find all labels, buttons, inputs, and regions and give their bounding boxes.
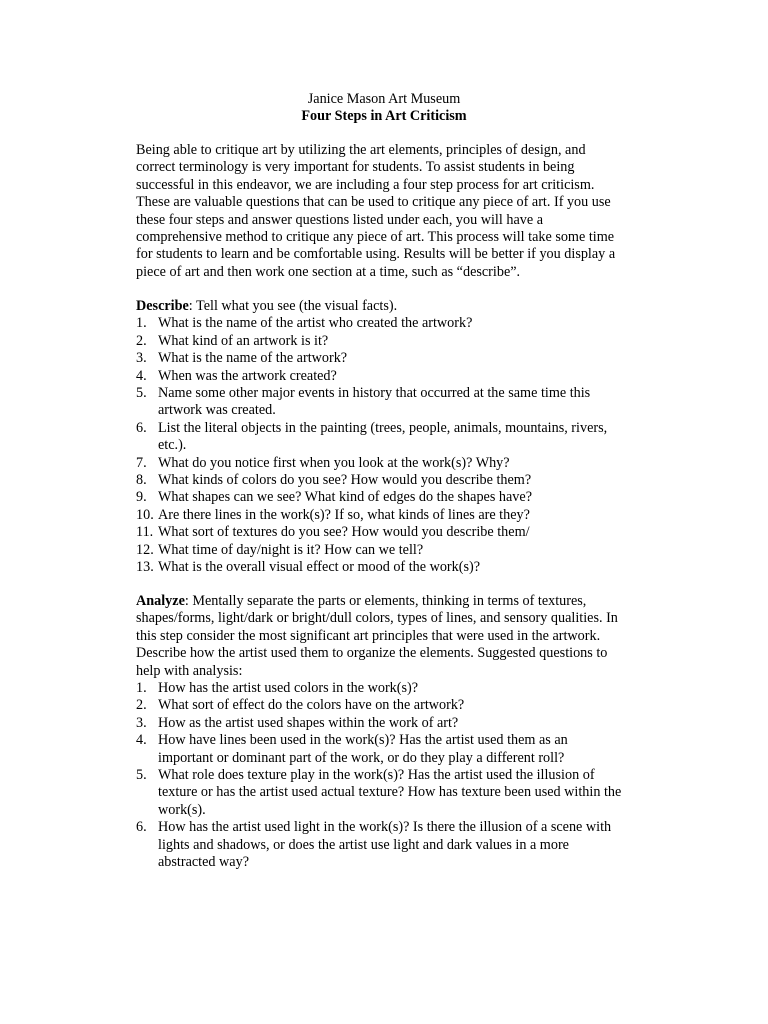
intro-line: comprehensive method to critique any piece of art. This process will take some time xyxy=(136,229,615,246)
intro-line: these four steps and answer questions listed under each, you will have a xyxy=(136,211,543,228)
question-text-line: When was the artwork created? xyxy=(158,367,337,384)
question-number: 11. xyxy=(136,524,154,541)
describe-lead: : Tell what you see (the visual facts). xyxy=(188,298,398,314)
question-text-line: abstracted way? xyxy=(158,854,249,871)
describe-question-item xyxy=(136,524,656,541)
question-text-line: lights and shadows, or does the artist use light and dark values in a more xyxy=(158,836,569,853)
question-number: 5. xyxy=(136,385,147,402)
question-number: 6. xyxy=(136,819,147,836)
question-number: 9. xyxy=(136,489,147,506)
question-text-line: What sort of effect do the colors have on the artwork? xyxy=(158,697,465,714)
question-text-line: What kinds of colors do you see? How would you describe them? xyxy=(158,472,532,489)
describe-question-item xyxy=(136,507,656,524)
describe-question-item xyxy=(136,455,656,472)
analyze-question-item xyxy=(136,680,656,697)
question-text-line: List the literal objects in the painting (trees, people, animals, mountains, rivers, xyxy=(158,419,608,436)
question-text-line: artwork was created. xyxy=(158,402,276,419)
question-text-line: How as the artist used shapes within the work of art? xyxy=(158,714,459,731)
question-text-line: Name some other major events in history that occurred at the same time this xyxy=(158,385,591,402)
question-text-line: What do you notice first when you look at the work(s)? Why? xyxy=(158,454,510,471)
describe-question-item xyxy=(136,472,656,489)
analyze-lead: : Mentally separate the parts or elements, thinking in terms of textures, xyxy=(184,593,587,609)
question-number: 1. xyxy=(136,680,147,697)
describe-question-item xyxy=(136,489,656,506)
question-text-line: work(s). xyxy=(158,801,206,818)
question-number: 2. xyxy=(136,332,147,349)
intro-line: Being able to critique art by utilizing the art elements, principles of design, and xyxy=(136,142,586,158)
question-text-line: Are there lines in the work(s)? If so, what kinds of lines are they? xyxy=(158,506,530,523)
question-text-line: etc.). xyxy=(158,437,187,454)
question-number: 3. xyxy=(136,714,147,731)
question-number: 3. xyxy=(136,350,147,367)
intro-line: for students to learn and be comfortable using. Results will be better if you display a xyxy=(136,246,616,263)
question-number: 4. xyxy=(136,367,147,384)
question-text-line: What time of day/night is it? How can we tell? xyxy=(158,541,424,558)
intro-line: These are valuable questions that can be used to critique any piece of art. If you use xyxy=(136,194,611,211)
question-text-line: What is the name of the artist who created the artwork? xyxy=(158,315,473,332)
question-text-line: How have lines been used in the work(s)? Has the artist used them as an xyxy=(158,732,568,749)
describe-question-item xyxy=(136,333,656,350)
analyze-intro-line: this step consider the most significant art principles that were used in the artwork. xyxy=(136,627,601,644)
describe-question-item xyxy=(136,368,656,385)
analyze-question-list xyxy=(136,680,656,871)
question-number: 10. xyxy=(136,506,154,523)
question-number: 2. xyxy=(136,697,147,714)
describe-question-item xyxy=(136,420,656,455)
question-number: 5. xyxy=(136,767,147,784)
intro-line: correct terminology is very important for students. To assist students in being xyxy=(136,159,575,176)
question-text-line: What is the overall visual effect or mood of the work(s)? xyxy=(158,559,481,576)
analyze-question-item xyxy=(136,715,656,732)
question-text-line: What kind of an artwork is it? xyxy=(158,332,329,349)
question-number: 7. xyxy=(136,454,147,471)
question-number: 1. xyxy=(136,315,147,332)
analyze-intro-line: Describe how the artist used them to organize the elements. Suggested questions to xyxy=(136,645,608,662)
analyze-intro-line: shapes/forms, light/dark or bright/dull colors, types of lines, and sensory qualities. In xyxy=(136,610,618,627)
describe-question-item xyxy=(136,542,656,559)
question-text-line: What sort of textures do you see? How would you describe them/ xyxy=(158,524,530,541)
describe-intro xyxy=(136,298,656,315)
describe-question-item xyxy=(136,315,656,332)
analyze-question-item xyxy=(136,767,656,819)
question-text-line: important or dominant part of the work, or do they play a different roll? xyxy=(158,749,565,766)
analyze-heading: Analyze xyxy=(136,593,185,609)
analyze-intro-line xyxy=(136,593,656,610)
describe-question-item xyxy=(136,559,656,576)
museum-name: Janice Mason Art Museum xyxy=(307,91,461,107)
question-text-line: texture or has the artist used actual texture? How has texture been used within the xyxy=(158,784,622,801)
analyze-section xyxy=(136,593,656,872)
describe-question-item xyxy=(136,385,656,420)
document-title: Four Steps in Art Criticism xyxy=(301,108,467,124)
intro-line: successful in this endeavor, we are including a four step process for art criticism. xyxy=(136,176,595,193)
question-text-line: How has the artist used colors in the work(s)? xyxy=(158,680,419,697)
analyze-question-item xyxy=(136,819,656,871)
describe-heading: Describe xyxy=(136,298,189,314)
question-text-line: What role does texture play in the work(s)? Has the artist used the illusion of xyxy=(158,767,595,784)
question-number: 6. xyxy=(136,419,147,436)
analyze-question-item xyxy=(136,732,656,767)
analyze-intro-line: help with analysis: xyxy=(136,662,243,679)
question-number: 13. xyxy=(136,559,154,576)
intro-line: piece of art and then work one section at a time, such as “describe”. xyxy=(136,263,521,280)
question-number: 12. xyxy=(136,541,154,558)
describe-section xyxy=(136,298,656,577)
question-number: 4. xyxy=(136,732,147,749)
question-number: 8. xyxy=(136,472,147,489)
describe-question-list xyxy=(136,315,656,576)
question-text-line: How has the artist used light in the work(s)? Is there the illusion of a scene with xyxy=(158,819,612,836)
intro-paragraph xyxy=(136,142,656,281)
describe-question-item xyxy=(136,350,656,367)
analyze-question-item xyxy=(136,697,656,714)
question-text-line: What shapes can we see? What kind of edges do the shapes have? xyxy=(158,489,532,506)
question-text-line: What is the name of the artwork? xyxy=(158,350,348,367)
